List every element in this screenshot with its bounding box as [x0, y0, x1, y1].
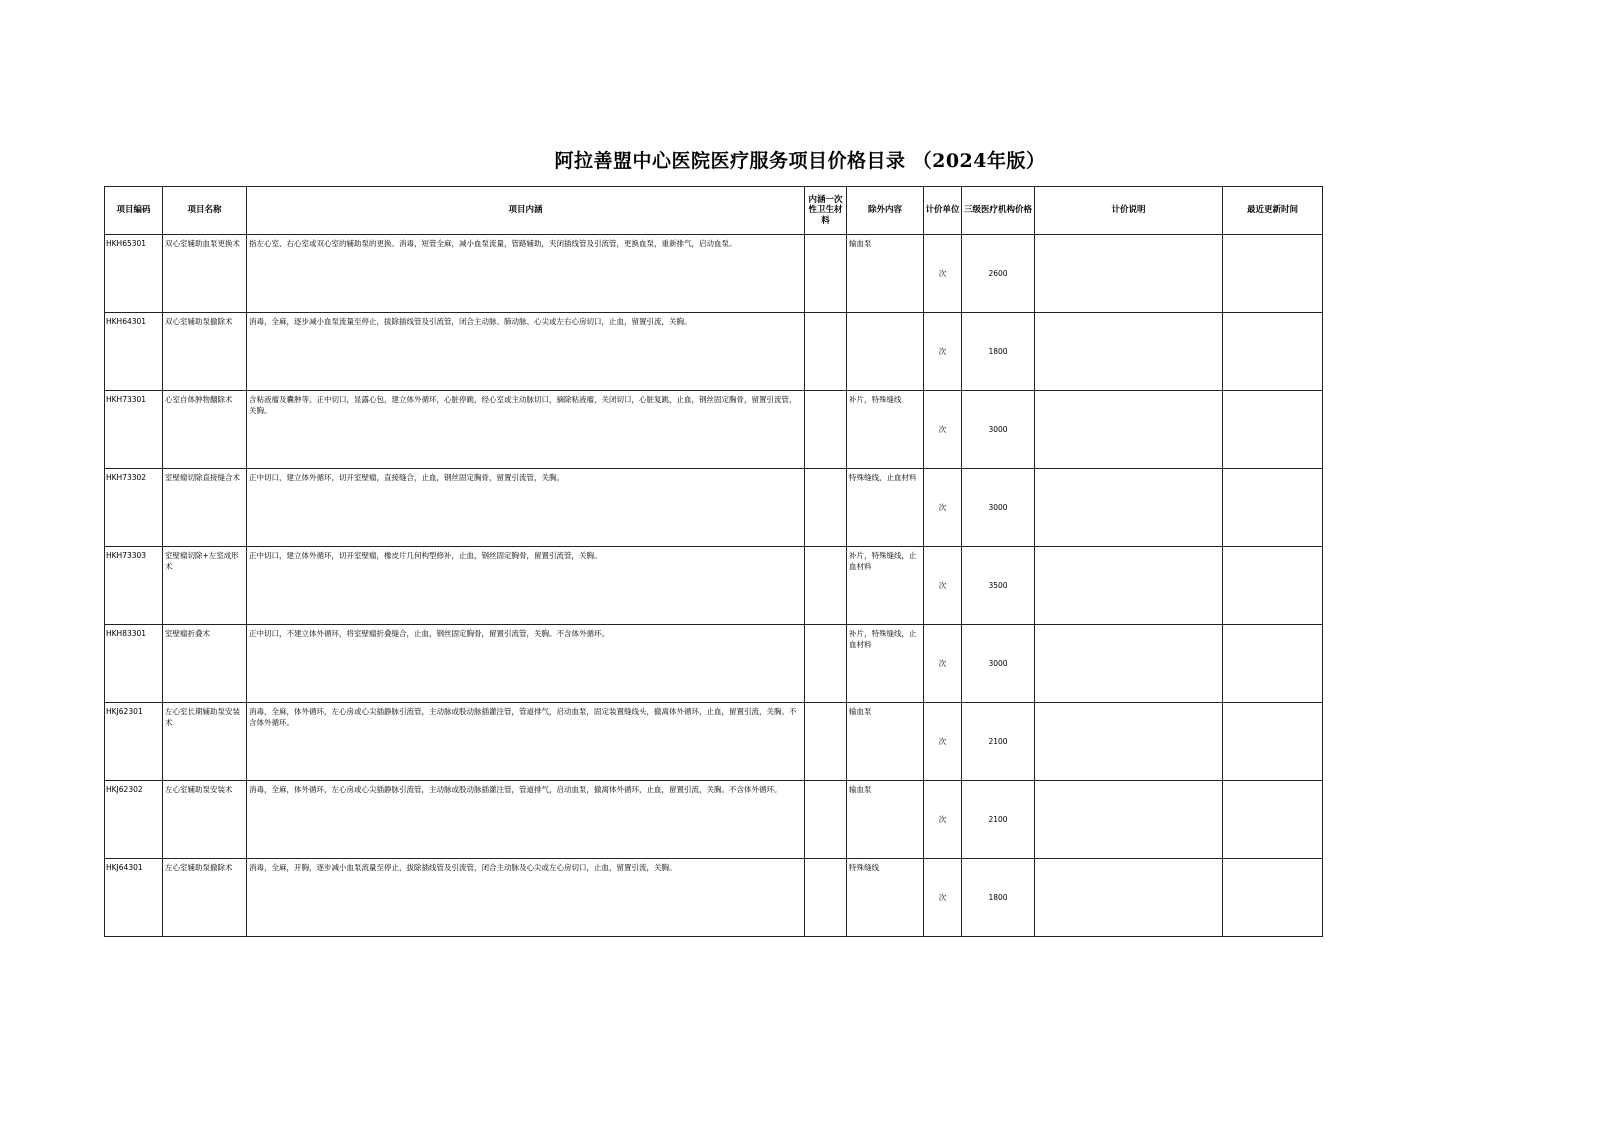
cell-included	[805, 469, 846, 472]
cell-updated	[1223, 391, 1322, 394]
cell-notes	[1035, 703, 1222, 706]
header-excluded: 除外内容	[847, 187, 924, 235]
cell-notes	[1035, 859, 1222, 862]
cell-content: 消毒，全麻，逐步减小血泵流量至停止，拔除插线管及引流管，闭合主动脉、肺动脉、心尖或左右心房切口，止血，留置引流，关胸。	[249, 317, 692, 326]
cell-price: 3000	[962, 625, 1035, 703]
table-row	[105, 781, 1323, 859]
cell-included	[805, 391, 846, 394]
cell-content: 消毒，全麻，体外循环，左心房或心尖插静脉引流管，主动脉或股动脉插灌注管，管道排气，启动血泵，固定装置缝线头，撤离体外循环，止血，留置引流，关胸。不含体外循环。	[249, 707, 797, 727]
cell-price: 2600	[962, 235, 1035, 313]
header-price: 三级医疗机构价格	[962, 187, 1035, 235]
cell-price: 3000	[962, 469, 1035, 547]
header-code: 项目编码	[105, 187, 163, 235]
cell-included	[805, 859, 846, 862]
cell-code: HKH73301	[106, 395, 147, 404]
cell-price: 3000	[962, 391, 1035, 469]
cell-excluded: 特殊缝线，止血材料	[849, 473, 917, 482]
cell-excluded: 补片，特殊缝线	[849, 395, 902, 404]
cell-excluded: 补片，特殊缝线，止血材料	[849, 629, 917, 649]
cell-unit: 次	[924, 859, 962, 937]
cell-code: HKH64301	[106, 317, 147, 326]
cell-notes	[1035, 235, 1222, 238]
header-included: 内涵一次性卫生材料	[805, 187, 847, 235]
cell-unit: 次	[924, 235, 962, 313]
cell-notes	[1035, 313, 1222, 316]
cell-notes	[1035, 547, 1222, 550]
cell-notes	[1035, 391, 1222, 394]
table-row	[105, 313, 1323, 391]
cell-updated	[1223, 625, 1322, 628]
cell-content: 消毒，全麻，开胸，逐步减小血泵流量至停止，拔除插线管及引流管，闭合主动脉及心尖或左心房切口，止血，留置引流，关胸。	[249, 863, 677, 872]
cell-excluded: 补片，特殊缝线，止血材料	[849, 551, 917, 571]
cell-updated	[1223, 703, 1322, 706]
cell-excluded	[847, 313, 923, 316]
cell-updated	[1223, 235, 1322, 238]
cell-content: 正中切口，建立体外循环，切开室壁瘤，直接缝合，止血，钢丝固定胸骨，留置引流管，关胸。	[249, 473, 564, 482]
cell-name: 双心室辅助泵撤除术	[165, 317, 233, 326]
cell-unit: 次	[924, 391, 962, 469]
cell-content: 消毒，全麻，体外循环，左心房或心尖插静脉引流管，主动脉或股动脉插灌注管，管道排气，启动血泵，撤离体外循环，止血，留置引流，关胸。不含体外循环。	[249, 785, 782, 794]
cell-excluded: 输血泵	[849, 707, 872, 716]
cell-content: 正中切口，建立体外循环，切开室壁瘤，橡皮片几何构型修补，止血，钢丝固定胸骨，留置引流管，关胸。	[249, 551, 602, 560]
cell-name: 室壁瘤折叠术	[165, 629, 210, 638]
table-row	[105, 547, 1323, 625]
cell-name: 左心室长期辅助泵安装术	[165, 707, 240, 727]
cell-code: HKH73303	[106, 551, 147, 560]
header-content: 项目内涵	[247, 187, 805, 235]
header-updated: 最近更新时间	[1223, 187, 1323, 235]
header-notes: 计价说明	[1035, 187, 1223, 235]
cell-code: HKJ62301	[106, 707, 143, 716]
cell-name: 室壁瘤切除+左室成形术	[165, 551, 239, 571]
cell-code: HKH83301	[106, 629, 147, 638]
cell-unit: 次	[924, 547, 962, 625]
cell-unit: 次	[924, 469, 962, 547]
cell-price: 1800	[962, 313, 1035, 391]
header-unit: 计价单位	[924, 187, 962, 235]
cell-name: 左心室辅助泵安装术	[165, 785, 233, 794]
cell-code: HKH65301	[106, 239, 147, 248]
cell-included	[805, 703, 846, 706]
cell-unit: 次	[924, 781, 962, 859]
cell-name: 左心室辅助泵撤除术	[165, 863, 233, 872]
cell-included	[805, 235, 846, 238]
cell-included	[805, 313, 846, 316]
cell-code: HKJ64301	[106, 863, 143, 872]
cell-unit: 次	[924, 703, 962, 781]
cell-content: 含粘液瘤及囊肿等。正中切口，显露心包，建立体外循环，心脏停跳，经心室或主动脉切口，摘除粘液瘤，关闭切口，心脏复跳，止血，钢丝固定胸骨，留置引流管，关胸。	[249, 395, 797, 415]
cell-notes	[1035, 625, 1222, 628]
cell-price: 2100	[962, 781, 1035, 859]
document-title: 阿拉善盟中心医院医疗服务项目价格目录 （2024年版）	[554, 150, 1046, 172]
cell-updated	[1223, 313, 1322, 316]
cell-notes	[1035, 469, 1222, 472]
cell-excluded: 特殊缝线	[849, 863, 879, 872]
cell-price: 1800	[962, 859, 1035, 937]
table-row	[105, 859, 1323, 937]
cell-updated	[1223, 547, 1322, 550]
table-row	[105, 625, 1323, 703]
table-row	[105, 235, 1323, 313]
cell-updated	[1223, 781, 1322, 784]
table-body	[105, 235, 1323, 937]
cell-unit: 次	[924, 313, 962, 391]
cell-content: 指左心室、右心室或双心室的辅助泵的更换。消毒，短管全麻，减小血泵流量，管路辅助，夹闭插线管及引流管，更换血泵，重新排气，启动血泵。	[249, 239, 737, 248]
table-row	[105, 703, 1323, 781]
table-row	[105, 391, 1323, 469]
cell-updated	[1223, 469, 1322, 472]
cell-name: 心室自体肿物翻除术	[165, 395, 233, 404]
cell-notes	[1035, 781, 1222, 784]
cell-price: 2100	[962, 703, 1035, 781]
cell-included	[805, 547, 846, 550]
cell-included	[805, 625, 846, 628]
cell-code: HKH73302	[106, 473, 147, 482]
cell-name: 双心室辅助血泵更换术	[165, 239, 240, 248]
cell-excluded: 输血泵	[849, 785, 872, 794]
cell-updated	[1223, 859, 1322, 862]
header-name: 项目名称	[163, 187, 247, 235]
cell-excluded: 输血泵	[849, 239, 872, 248]
cell-price: 3500	[962, 547, 1035, 625]
table-header	[105, 187, 1323, 235]
cell-name: 室壁瘤切除直接缝合术	[165, 473, 240, 482]
cell-content: 正中切口，不建立体外循环，将室壁瘤折叠缝合，止血，钢丝固定胸骨，留置引流管，关胸。不含体外循环。	[249, 629, 609, 638]
cell-code: HKJ62302	[106, 785, 143, 794]
table-row	[105, 469, 1323, 547]
cell-unit: 次	[924, 625, 962, 703]
cell-included	[805, 781, 846, 784]
price-table	[104, 186, 1323, 937]
